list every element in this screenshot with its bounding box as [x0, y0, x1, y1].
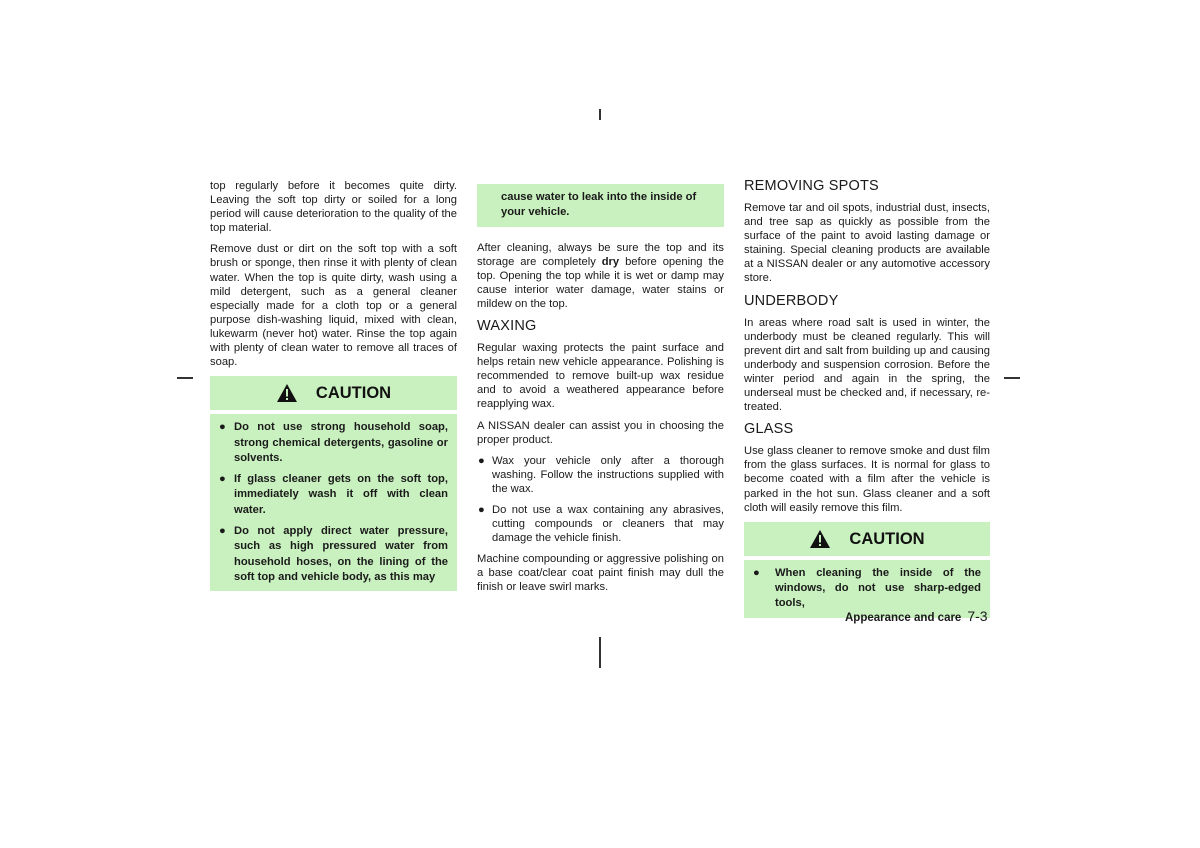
crop-mark-left [177, 377, 193, 379]
bullet-icon: ● [219, 525, 226, 537]
removing-spots-heading: REMOVING SPOTS [744, 178, 879, 194]
caution-item-text: Do not use strong household soap, strong chemical detergents, gasoline or solvents. [234, 421, 448, 464]
underbody-paragraph: In areas where road salt is used in winter, the underbody must be cleaned regularly. This will prevent dirt and salt from building up and causing underbody and suspension corrosion. Before the winter period and again in the spring, the underseal must be checked and, if necessary, re-treated. [744, 316, 990, 414]
list-item-text: Wax your vehicle only after a thorough washing. Follow the instructions supplied with the wax. [492, 454, 724, 495]
after-cleaning-text-a: After cleaning, always be sure the top and its storage are completely [477, 241, 724, 268]
list-item-text: Do not use a wax containing any abrasives, cutting compounds or cleaners that may damage the vehicle finish. [492, 504, 724, 545]
glass-paragraph: Use glass cleaner to remove smoke and dust film from the glass surfaces. It is normal for glass to become coated with a film after the vehicle is parked in the hot sun. Glass cleaner and a soft cloth will easily remove this film. [744, 445, 990, 514]
waxing-paragraph-2: A NISSAN dealer can assist you in choosing the proper product. [477, 419, 724, 446]
after-cleaning-text-b: before opening the top. Opening the top while it is wet or damp may cause interior water damage, water stains or mildew on the top. [477, 255, 724, 310]
caution-item [753, 566, 981, 612]
column-left [210, 179, 457, 591]
list-item [477, 454, 724, 496]
crop-mark-right [1004, 377, 1020, 379]
soft-top-paragraph-1: top regularly before it becomes quite dirty. Leaving the soft top dirty or soiled for a long period will cause deterioration to the quality of the top material. [210, 180, 457, 235]
caution-item-text: When cleaning the inside of the windows, do not use sharp-edged tools, [775, 566, 981, 610]
crop-mark-top [599, 109, 601, 120]
caution-title: CAUTION [315, 384, 392, 403]
after-cleaning-bold: dry [601, 255, 620, 268]
section-name: Appearance and care [845, 612, 962, 624]
caution-item-text: If glass cleaner gets on the soft top, immediately wash it off with clean water. [234, 473, 448, 516]
page-number: 7-3 [967, 608, 988, 624]
page-footer [845, 608, 988, 624]
caution-item [219, 472, 448, 518]
bullet-icon: ● [478, 504, 485, 516]
removing-spots-paragraph: Remove tar and oil spots, industrial dust, insects, and tree sap as quickly as possible from the surface of the paint to avoid lasting damage or staining. Special cleaning products are available at a NISSAN dealer or any automotive accessory store. [744, 202, 990, 285]
caution-header [210, 376, 457, 410]
underbody-heading: UNDERBODY [744, 292, 839, 309]
caution-continuation [477, 184, 724, 227]
caution-item-text: Do not apply direct water pressure, such as high pressured water from household hoses, on the lining of the soft top and vehicle body, as this may [234, 525, 448, 583]
caution-item [219, 420, 448, 466]
glass-heading: GLASS [744, 421, 794, 438]
bullet-icon: ● [753, 566, 760, 579]
after-cleaning-paragraph [477, 241, 724, 311]
list-item [477, 503, 724, 545]
caution-title: CAUTION [849, 529, 925, 548]
caution-continuation-text: cause water to leak into the inside of your vehicle. [501, 191, 697, 219]
caution-header [744, 522, 990, 556]
caution-item [219, 524, 448, 585]
bullet-icon: ● [219, 473, 226, 486]
caution-body [210, 414, 457, 591]
crop-mark-bottom [599, 637, 601, 668]
column-middle [477, 184, 724, 602]
warning-triangle-icon [809, 529, 831, 549]
column-right [744, 178, 990, 618]
machine-compounding-paragraph: Machine compounding or aggressive polishing on a base coat/clear coat paint finish may dull the finish or leave swirl marks. [477, 553, 724, 594]
soft-top-paragraph-2: Remove dust or dirt on the soft top with a soft brush or sponge, then rinse it with plenty of clean water. When the top is quite dirty, wash using a mild detergent, such as a general cleaner especially made for a cloth top or a general purpose dish-washing liquid, mixed with clean, lukewarm (never hot) water. Rinse the top again with plenty of clean water to remove all traces of soap. [210, 243, 457, 369]
bullet-icon: ● [219, 421, 226, 434]
bullet-icon: ● [478, 454, 485, 467]
waxing-paragraph-1: Regular waxing protects the paint surface and helps retain new vehicle appearance. Polishing is recommended to remove built-up wax residue and to avoid a weathered appearance before reapplying wax. [477, 342, 724, 411]
warning-triangle-icon [276, 383, 298, 403]
waxing-heading: WAXING [477, 318, 537, 335]
